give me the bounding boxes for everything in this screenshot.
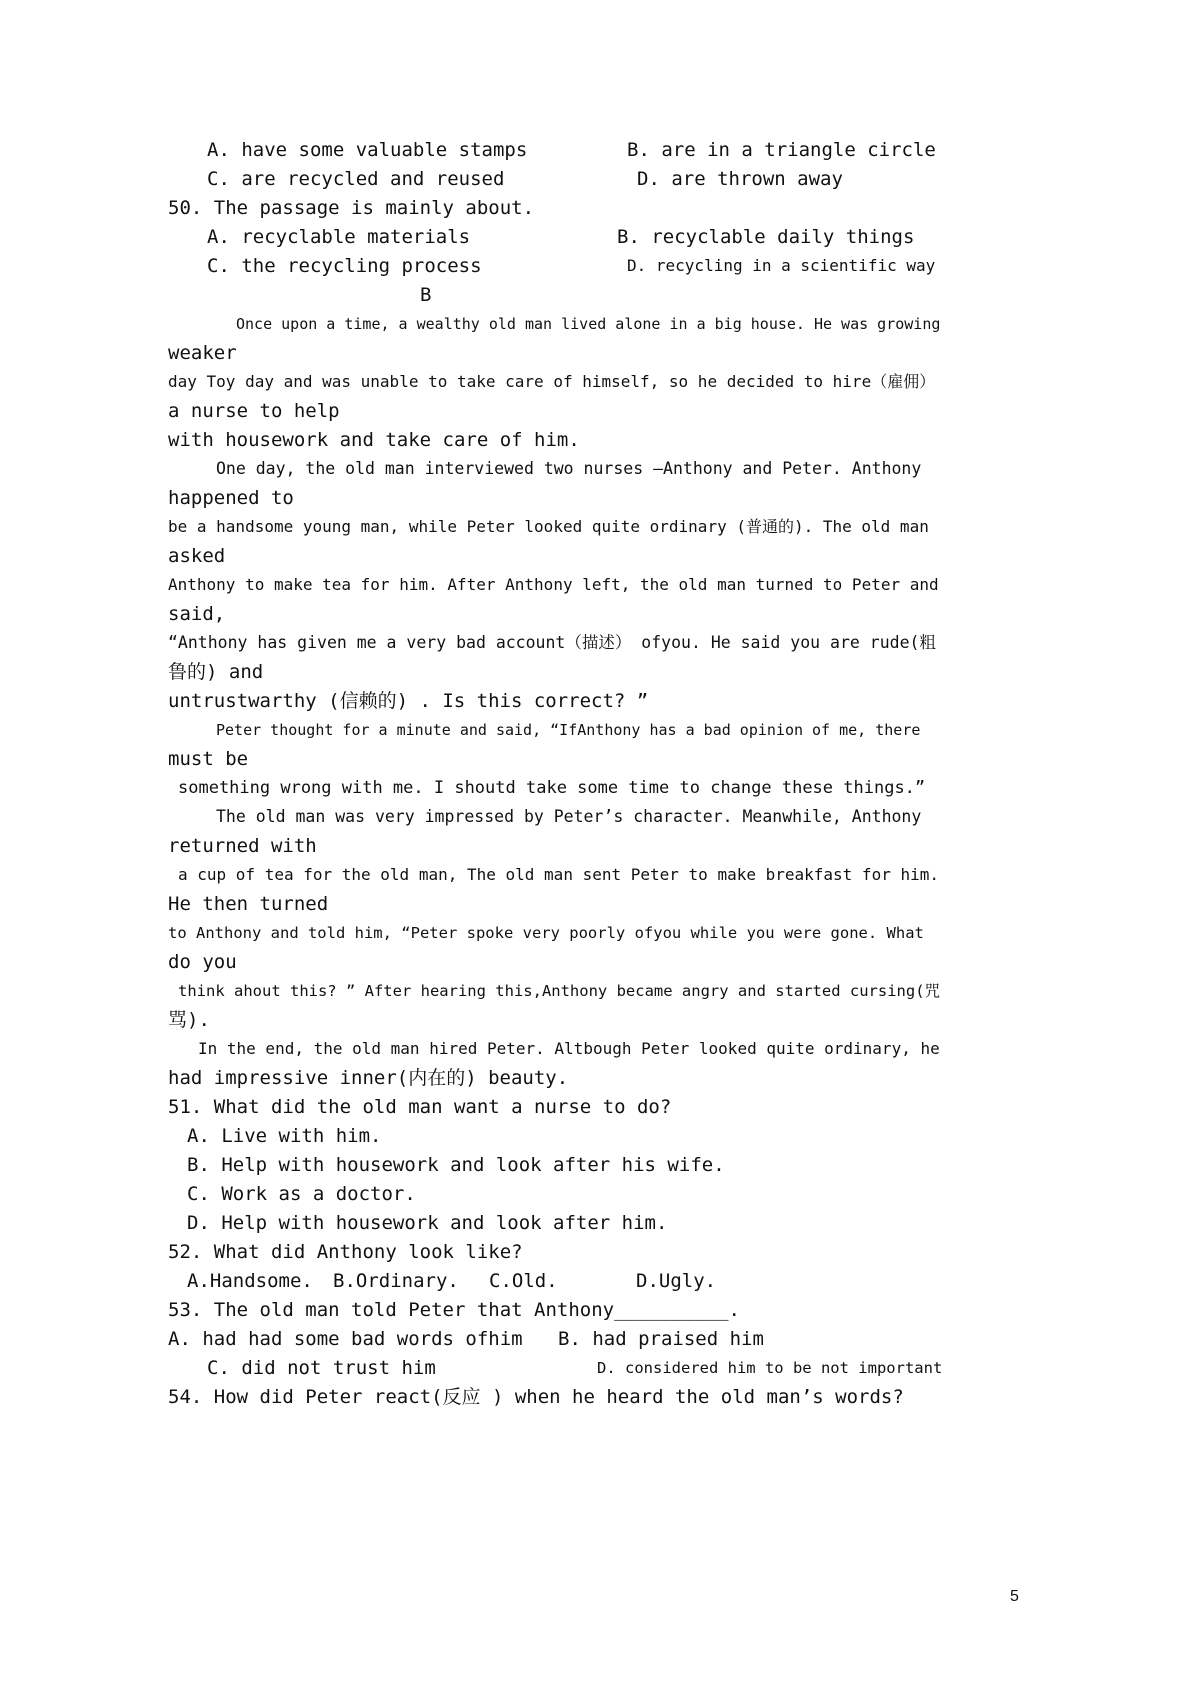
passage-line: Peter thought for a minute and said, “IfAnthony has a bad opinion of me, there — [216, 721, 921, 739]
q52-option-d: D.Ugly. — [636, 1270, 717, 1292]
passage-line: said, — [168, 603, 226, 625]
passage-line: The old man was very impressed by Peter’s character. Meanwhile, Anthony — [216, 807, 922, 826]
passage-line: be a handsome young man, while Peter looked quite ordinary (普通的). The old man — [168, 517, 929, 536]
passage-line: do you — [168, 951, 237, 973]
passage-line: a cup of tea for the old man, The old man sent Peter to make breakfast for him. — [178, 865, 939, 884]
passage-line: something wrong with me. I shoutd take some time to change these things.” — [178, 778, 926, 798]
section-heading-b: B — [420, 284, 432, 306]
q49-option-d: D. are thrown away — [637, 168, 843, 190]
q52-option-a: A.Handsome. — [187, 1270, 313, 1292]
q51-option-d: D. Help with housework and look after him. — [187, 1212, 668, 1234]
passage-line: had impressive inner(内在的) beauty. — [168, 1067, 569, 1089]
q52-option-c: C.Old. — [489, 1270, 558, 1292]
passage-line: weaker — [168, 342, 237, 364]
passage-line: a nurse to help — [168, 400, 340, 422]
q50-stem: 50. The passage is mainly about. — [168, 197, 535, 219]
q51-option-b: B. Help with housework and look after his wife. — [187, 1154, 725, 1176]
passage-line: to Anthony and told him, “Peter spoke very poorly ofyou while you were gone. What — [168, 924, 924, 942]
q52-option-b: B.Ordinary. — [333, 1270, 459, 1292]
passage-line: “Anthony has given me a very bad account（描述） ofyou. He said you are rude(粗 — [168, 633, 936, 652]
page-number: 5 — [1010, 1588, 1019, 1605]
q49-option-a: A. have some valuable stamps — [207, 139, 528, 161]
q49-option-c: C. are recycled and reused — [207, 168, 505, 190]
q51-option-c: C. Work as a doctor. — [187, 1183, 416, 1205]
q53-stem: 53. The old man told Peter that Anthony__________. — [168, 1299, 740, 1321]
passage-line: 鲁的) and — [168, 661, 264, 683]
q51-stem: 51. What did the old man want a nurse to do? — [168, 1096, 672, 1118]
q52-stem: 52. What did Anthony look like? — [168, 1241, 523, 1263]
q53-option-d: D. considered him to be not important — [597, 1359, 943, 1377]
passage-line: with housework and take care of him. — [168, 429, 580, 451]
q53-option-b: B. had praised him — [558, 1328, 764, 1350]
passage-line: Once upon a time, a wealthy old man lived alone in a big house. He was growing — [236, 315, 941, 333]
q50-option-d: D. recycling in a scientific way — [627, 256, 936, 275]
q50-option-a: A. recyclable materials — [207, 226, 471, 248]
passage-line: 骂). — [168, 1009, 210, 1031]
q50-option-b: B. recyclable daily things — [617, 226, 915, 248]
passage-line: One day, the old man interviewed two nurses —Anthony and Peter. Anthony — [216, 459, 922, 478]
passage-line: day Toy day and was unable to take care of himself, so he decided to hire（雇佣） — [168, 372, 936, 391]
q53-option-a: A. had had some bad words ofhim — [168, 1328, 523, 1350]
passage-line: He then turned — [168, 893, 329, 915]
passage-line: untrustwarthy (信赖的) . Is this correct? ” — [168, 690, 649, 712]
passage-line: asked — [168, 545, 226, 567]
passage-line: Anthony to make tea for him. After Anthony left, the old man turned to Peter and — [168, 575, 939, 594]
passage-line: must be — [168, 748, 249, 770]
q54-stem: 54. How did Peter react(反应 ) when he heard the old man’s words? — [168, 1386, 904, 1408]
q51-option-a: A. Live with him. — [187, 1125, 382, 1147]
q49-option-b: B. are in a triangle circle — [627, 139, 936, 161]
passage-line: returned with — [168, 835, 317, 857]
passage-line: happened to — [168, 487, 294, 509]
passage-line: In the end, the old man hired Peter. Altbough Peter looked quite ordinary, he — [198, 1039, 940, 1058]
q50-option-c: C. the recycling process — [207, 255, 482, 277]
q53-option-c: C. did not trust him — [207, 1357, 436, 1379]
passage-line: think ahout this? ” After hearing this,Anthony became angry and started cursing(咒 — [178, 982, 941, 1000]
